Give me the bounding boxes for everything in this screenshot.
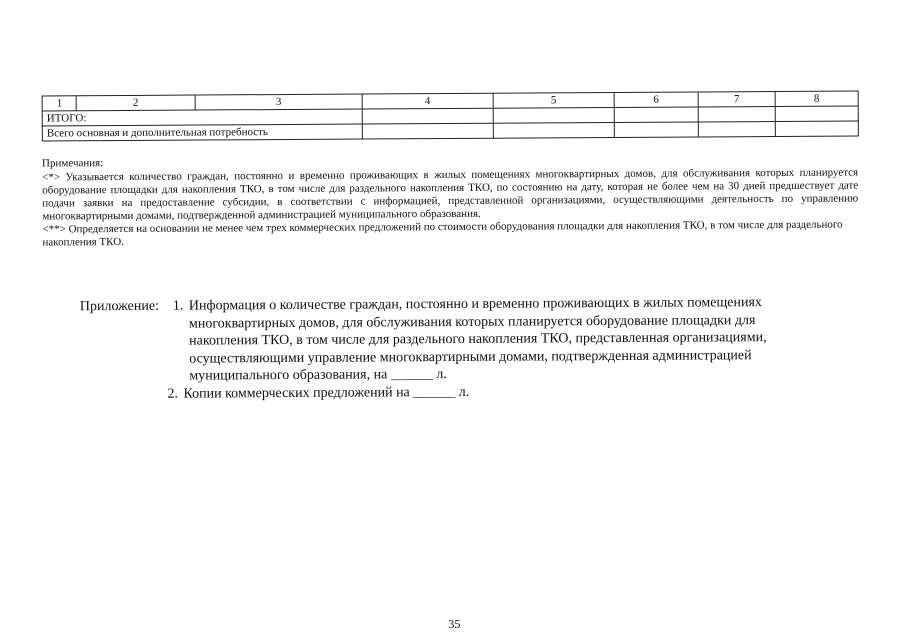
total-label: ИТОГО:	[42, 109, 362, 126]
grand-total-cell-6	[614, 122, 698, 138]
header-cell-5: 5	[493, 92, 614, 108]
total-cell-7	[698, 107, 775, 122]
header-cell-6: 6	[614, 92, 698, 108]
total-cell-6	[614, 107, 698, 123]
note-1: <*> Указывается количество граждан, постоянно и временно проживающих в жилых помещениях многоквартирных домов, для обслуживания которых планируется оборудование площадки для накопления ТКО, в том числе для раздельного накопления ТКО, по состоянию на дату, которая не более чем на 30 дней предшествует дате подачи заявки на предоставление субсидии, в соответствии с информацией, представленной организациями, осуществляющими деятельность по управлению многоквартирными домами, подтвержденной администрацией муниципального образования.	[42, 166, 859, 223]
total-cell-5	[493, 107, 614, 123]
header-cell-8: 8	[775, 91, 858, 107]
needs-table	[42, 90, 859, 141]
notes-title: Примечания:	[41, 157, 104, 170]
notes-section	[42, 153, 859, 250]
appendix-item-2-number: 2.	[167, 386, 178, 402]
grand-total-cell-7	[698, 122, 775, 137]
appendix-section	[80, 294, 821, 404]
appendix-item-1-text: Информация о количестве граждан, постоянно и временно проживающих в жилых помещениях многоквартирных домов, для обслуживания которых планируется оборудование площадки для накопления ТКО, в том числе для раздельного накопления ТКО, представленная организациями, осуществляющими управление многоквартирными домами, подтвержденная администрацией муниципального образования, на ______ л.	[188, 295, 767, 384]
appendix-item-2-text: Копии коммерческих предложений на ______ л.	[183, 384, 470, 402]
page-number: 35	[448, 616, 461, 632]
header-cell-3: 3	[195, 94, 362, 110]
total-cell-4	[362, 108, 493, 124]
note-2: <**> Определяется на основании не менее чем трех коммерческих предложений по стоимости оборудования площадки для накопления ТКО, в том числе для раздельного накопления ТКО.	[42, 218, 843, 249]
total-cell-8	[775, 106, 858, 122]
grand-total-cell-8	[775, 121, 858, 137]
appendix-item-1-number: 1.	[172, 298, 184, 314]
header-cell-1: 1	[42, 96, 76, 111]
grand-total-label: Всего основная и дополнительная потребность	[42, 124, 362, 141]
appendix-label: Приложение:	[79, 298, 159, 315]
grand-total-cell-4	[362, 123, 493, 139]
appendix-item-2	[80, 381, 820, 403]
header-cell-7: 7	[698, 92, 775, 107]
grand-total-cell-5	[493, 122, 614, 138]
header-cell-4: 4	[362, 93, 493, 109]
appendix-item-1	[173, 294, 812, 385]
header-cell-2: 2	[76, 95, 195, 111]
